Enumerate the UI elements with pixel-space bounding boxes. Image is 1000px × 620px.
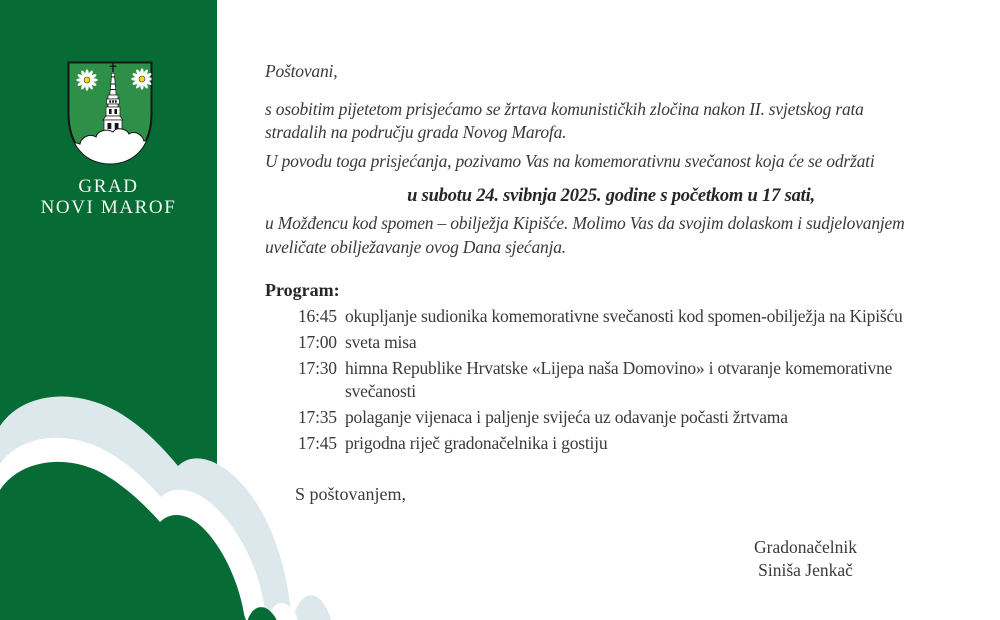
program-description: sveta misa <box>345 332 417 352</box>
program-description <box>345 357 957 403</box>
sidebar-title-line1: GRAD <box>78 176 139 197</box>
paragraph-line: uveličate obilježavanje ovog Dana sjećanja. <box>265 236 566 257</box>
program-list <box>265 305 957 455</box>
paragraph-line: stradalih na području grada Novog Marofa. <box>265 122 567 142</box>
program-description-line: himna Republike Hrvatske «Lijepa naša Domovino» i otvaranje komemorativne <box>345 358 893 378</box>
program-time: 17:35 <box>298 407 337 427</box>
program-item <box>265 357 957 403</box>
letter-body <box>265 60 957 506</box>
salutation: Poštovani, <box>265 61 338 81</box>
program-item <box>265 305 957 328</box>
sidebar-title-line2: NOVI MAROF <box>40 197 177 218</box>
closing-salutation: S poštovanjem, <box>295 484 406 504</box>
event-date-line: u subotu 24. svibnja 2025. godine s početkom u 17 sati, <box>407 186 815 206</box>
program-heading: Program: <box>265 280 340 300</box>
program-time: 16:45 <box>298 306 337 326</box>
program-description: polaganje vijenaca i paljenje svijeća uz odavanje počasti žrtvama <box>345 407 788 427</box>
program-description-line: svečanosti <box>345 381 416 401</box>
signature-block <box>703 536 908 582</box>
paragraph-invitation: U povodu toga prisjećanja, pozivamo Vas na komemorativnu svečanost koja će se održati <box>265 150 875 171</box>
paragraph-line: s osobitim pijetetom prisjećamo se žrtava komunističkih zločina nakon II. svjetskog rata <box>265 98 864 119</box>
paragraph-location <box>265 212 957 259</box>
program-item <box>265 432 957 455</box>
signature-name: Siniša Jenkač <box>758 560 853 580</box>
program-time: 17:00 <box>298 332 337 352</box>
signature-title: Gradonačelnik <box>753 537 857 557</box>
program-item <box>265 331 957 354</box>
paragraph-remembrance <box>265 98 957 145</box>
paragraph-line: u Možđencu kod spomen – obilježja Kipišće. Molimo Vas da svojim dolaskom i sudjelovanjem <box>265 213 905 233</box>
coat-of-arms-icon <box>66 61 154 165</box>
sidebar-title <box>0 176 217 218</box>
program-item <box>265 406 957 429</box>
program-description: okupljanje sudionika komemorativne svečanosti kod spomen-obilježja na Kipišću <box>345 306 903 326</box>
program-time: 17:30 <box>298 358 337 378</box>
program-description: prigodna riječ gradonačelnika i gostiju <box>345 433 608 453</box>
program-time: 17:45 <box>298 433 337 453</box>
